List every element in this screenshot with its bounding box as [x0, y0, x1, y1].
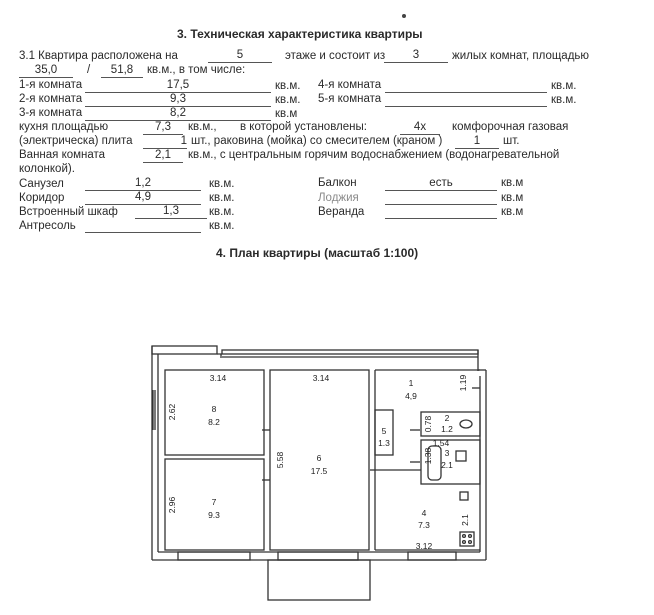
- living-area: 51,8: [110, 64, 134, 76]
- dim-room6-height: 5.58: [275, 451, 285, 469]
- room3-label: 3-я комната: [19, 107, 83, 119]
- room4-area: 7.3: [418, 520, 430, 530]
- room8-num: 8: [211, 404, 217, 414]
- room3-num: 3: [444, 448, 450, 458]
- room8-area: 8.2: [208, 417, 220, 427]
- dim-room6-width: 3.14: [312, 373, 330, 383]
- balcony-value: есть: [429, 177, 453, 189]
- dim-room7-height: 2.96: [167, 496, 177, 514]
- room4-unit: кв.м.: [551, 80, 577, 92]
- kitchen-area: 7,3: [155, 121, 171, 133]
- sinks-count: 1: [473, 135, 481, 147]
- dim-room8-height: 2.62: [167, 403, 177, 421]
- room2-area: 1.2: [441, 424, 453, 434]
- wc-toilet: [460, 420, 472, 428]
- veranda-unit: кв.м: [501, 206, 524, 218]
- closet-value: 1,3: [163, 205, 179, 217]
- window-room6: [278, 552, 358, 560]
- kitchen-sink: [460, 492, 468, 500]
- room3-unit: кв.м: [275, 108, 298, 120]
- section3-title: 3. Техническая характеристика квартиры: [177, 27, 423, 41]
- total-area: 35,0: [34, 64, 58, 76]
- kitchen-prefix: кухня площадью: [19, 121, 109, 133]
- room2-value: 9,3: [170, 93, 186, 105]
- room1-label: 1-я комната: [19, 79, 83, 91]
- sink-text: шт., раковина (мойка) со смесителем (краном ): [191, 135, 443, 147]
- wc-unit: кв.м.: [209, 178, 235, 190]
- area-suffix: кв.м., в том числе:: [147, 64, 246, 76]
- room1-num: 1: [408, 378, 414, 388]
- room6-num: 6: [316, 453, 322, 463]
- corridor-value: 4,9: [135, 191, 151, 203]
- dim-bath-height: 1.38: [423, 447, 433, 465]
- dim-room8-width: 3.14: [209, 373, 227, 383]
- room1-area: 4,9: [405, 391, 417, 401]
- room2-label: 2-я комната: [19, 93, 83, 105]
- kitchen-unit: кв.м.,: [188, 121, 217, 133]
- kitchen-mid: в которой установлены:: [240, 121, 367, 133]
- room6-area: 17.5: [310, 466, 328, 476]
- floor-value: 5: [236, 49, 244, 61]
- room5-num: 5: [381, 426, 387, 436]
- bath-text: кв.м., с центральным горячим водоснабжением (водонагревательной: [188, 149, 560, 161]
- area-slash: /: [87, 64, 91, 76]
- balcony: [268, 560, 370, 600]
- sinks-unit: шт.: [503, 135, 520, 147]
- room4-num: 4: [421, 508, 427, 518]
- room2-unit: кв.м.: [275, 94, 301, 106]
- balcony-label: Балкон: [318, 177, 357, 189]
- bath-prefix: Ванная комната: [19, 149, 106, 161]
- dim-kitchen-height: 2.1: [460, 514, 470, 526]
- mezzanine-label: Антресоль: [19, 220, 76, 232]
- kitchen-stove: [460, 532, 474, 546]
- bath-area: 2,1: [155, 149, 171, 161]
- top-wall-left: [152, 346, 217, 354]
- dim-kitchen-width: 3.12: [415, 541, 433, 551]
- loggia-unit: кв.м: [501, 192, 524, 204]
- closet-label: Встроенный шкаф: [19, 206, 118, 218]
- wc-value: 1,2: [135, 177, 151, 189]
- stove-prefix: (электрическа) плита: [19, 135, 133, 147]
- floor-mid: этаже и состоит из: [285, 50, 386, 62]
- rooms-suffix: жилых комнат, площадью: [452, 50, 590, 62]
- dim-wc-height: 0.78: [423, 415, 433, 433]
- stove-type: комфорочная газовая: [452, 121, 569, 133]
- stoves-count: 1: [180, 135, 187, 147]
- room4-label: 4-я комната: [318, 79, 382, 91]
- wc-label: Санузел: [19, 178, 64, 190]
- window-kitchen: [408, 552, 456, 560]
- floor-prefix: 3.1 Квартира расположена на: [19, 50, 178, 62]
- room3-area: 2.1: [441, 460, 453, 470]
- room2-num: 2: [444, 413, 450, 423]
- corridor-label: Коридор: [19, 192, 65, 204]
- room5-label: 5-я комната: [318, 93, 382, 105]
- top-wall-right-part: [222, 350, 478, 354]
- burners-value: 4х: [413, 121, 427, 133]
- room1-value: 17,5: [166, 79, 190, 91]
- room5-area: 1.3: [378, 438, 390, 448]
- section4-title: 4. План квартиры (масштаб 1:100): [216, 246, 419, 260]
- loggia-label: Лоджия: [318, 192, 359, 204]
- bath-text2: колонкой).: [19, 163, 75, 175]
- mezzanine-unit: кв.м.: [209, 220, 235, 232]
- dim-bath-width: 1.54: [432, 438, 450, 448]
- room5-unit: кв.м.: [551, 94, 577, 106]
- room7-num: 7: [211, 497, 217, 507]
- room3-value: 8,2: [170, 107, 186, 119]
- window-room7: [178, 552, 250, 560]
- room7-area: 9.3: [208, 510, 220, 520]
- rooms-count: 3: [412, 49, 420, 61]
- room1-unit: кв.м.: [275, 80, 301, 92]
- balcony-unit: кв.м: [501, 177, 524, 189]
- top-wall-right: [217, 354, 221, 358]
- corridor-unit: кв.м.: [209, 192, 235, 204]
- dim-corridor-height: 1.19: [458, 374, 468, 392]
- closet-unit: кв.м.: [209, 206, 235, 218]
- veranda-label: Веранда: [318, 206, 365, 218]
